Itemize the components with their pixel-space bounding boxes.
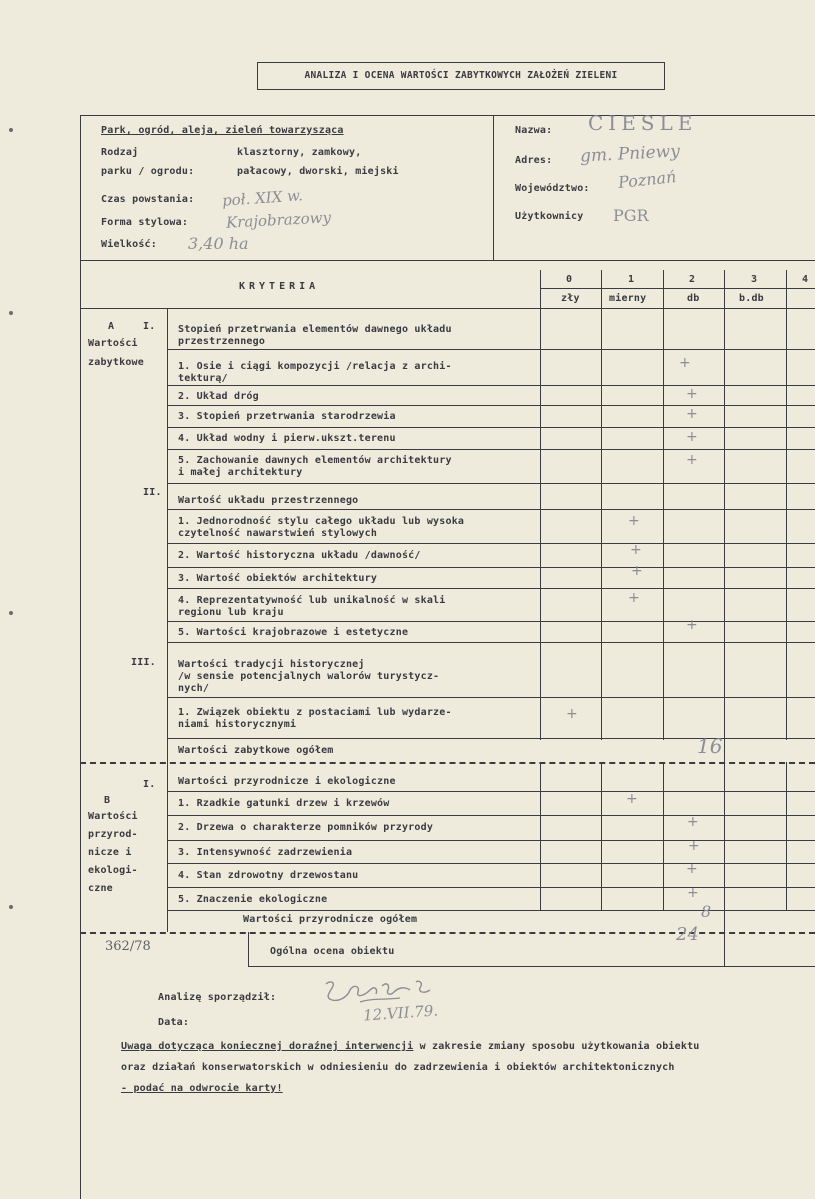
group-3-heading-3: nych/ (178, 683, 210, 694)
section-a-roman-2: II. (143, 487, 162, 498)
section-b-label-5: czne (88, 883, 113, 894)
a2-item-4-cont: regionu lub kraju (178, 607, 284, 618)
group-3-heading: Wartości tradycji historycznej (178, 659, 365, 670)
adres-value: gm. Pniewy (579, 141, 681, 167)
wojewodztwo-label: Województwo: (515, 183, 590, 194)
a2-item-1: 1. Jednorodność stylu całego układu lub wysoka (178, 516, 465, 527)
section-b-letter: B (104, 795, 111, 806)
section-a-roman-3: III. (131, 657, 156, 668)
adres-label: Adres: (515, 155, 553, 166)
a2-item-3: 3. Wartość obiektów architektury (178, 573, 378, 584)
grade-4: 4 (802, 274, 809, 285)
mark-a1-1: + (679, 355, 691, 371)
date-label: Data: (158, 1017, 190, 1028)
b-item-3: 3. Intensywność zadrzewienia (178, 847, 353, 858)
park-types-2: pałacowy, dworski, miejski (237, 166, 399, 177)
mark-a1-3: + (686, 406, 698, 422)
grade-2: 2 (689, 274, 696, 285)
section-a-total-value: 16 (697, 734, 723, 758)
mark-a1-4: + (686, 429, 698, 445)
a1-item-3: 3. Stopień przetrwania starodrzewia (178, 411, 396, 422)
czas-value: poł. XIX w. (221, 186, 304, 210)
overall-value: 24 (676, 924, 699, 945)
mark-b-3: + (688, 838, 700, 854)
b-item-2: 2. Drzewa o charakterze pomników przyrody (178, 822, 434, 833)
a3-item-1: 1. Związek obiektu z postaciami lub wydarze- (178, 707, 452, 718)
form-title: ANALIZA I OCENA WARTOŚCI ZABYTKOWYCH ZAŁOŻEŃ ZIELENI (304, 70, 618, 81)
uzytkownicy-value: PGR (613, 206, 649, 225)
punch-hole (9, 905, 13, 909)
park-types-1: klasztorny, zamkowy, (237, 147, 362, 158)
mark-a2-1: + (628, 513, 640, 529)
form-title-box (257, 62, 665, 90)
forma-label: Forma stylowa: (101, 217, 189, 228)
nazwa-value: CIESLE (588, 111, 698, 135)
note-underlined: Uwaga dotycząca koniecznej doraźnej interwencji (121, 1041, 414, 1052)
grade-0: 0 (566, 274, 573, 285)
section-a-total-label: Wartości zabytkowe ogółem (178, 745, 334, 756)
punch-hole (9, 611, 13, 615)
a1-item-2: 2. Układ dróg (178, 391, 259, 402)
group-1-heading-2: przestrzennego (178, 336, 266, 347)
mark-b-5: + (687, 885, 699, 901)
park-type-line: Park, ogród, aleja, zieleń towarzysząca (101, 125, 344, 136)
b-item-5: 5. Znaczenie ekologiczne (178, 894, 328, 905)
mark-a1-2: + (686, 386, 698, 402)
section-b-label-3: nicze i (88, 847, 132, 858)
a3-item-1-cont: niami historycznymi (178, 719, 297, 730)
section-a-label-2: zabytkowe (88, 357, 144, 368)
section-a-label-1: Wartości (88, 338, 138, 349)
a2-item-1-cont: czytelność nawarstwień stylowych (178, 528, 378, 539)
section-b-label-4: ekologi- (88, 865, 138, 876)
b-item-4: 4. Stan zdrowotny drzewostanu (178, 870, 359, 881)
a2-item-4: 4. Reprezentatywność lub unikalność w skali (178, 595, 446, 606)
section-b-label-2: przyrod- (88, 829, 138, 840)
rodzaj-label: Rodzaj (101, 147, 139, 158)
note-line-2: oraz działań konserwatorskich w odniesieniu do zadrzewienia i obiektów architektonicznych (121, 1062, 675, 1073)
a1-item-1: 1. Osie i ciągi kompozycji /relacja z archi- (178, 361, 452, 372)
section-b-total-label: Wartości przyrodnicze ogółem (243, 914, 418, 925)
note-line-3: - podać na odwrocie karty! (121, 1083, 283, 1094)
date-value: 12.VII.79. (362, 1001, 439, 1025)
mark-a2-4: + (628, 590, 640, 606)
grade-label-mierny: mierny (609, 293, 647, 304)
grade-label-bdb: b.db (739, 293, 764, 304)
mark-b-4: + (686, 861, 698, 877)
kryteria-header: KRYTERIA (239, 281, 320, 292)
mark-a1-5: + (686, 452, 698, 468)
group-3-heading-2: /w sensie potencjalnych walorów turystycz- (178, 671, 440, 682)
forma-value: Krajobrazowy (225, 208, 332, 232)
section-b-label-1: Wartości (88, 811, 138, 822)
punch-hole (9, 128, 13, 132)
czas-label: Czas powstania: (101, 194, 195, 205)
a2-item-2: 2. Wartość historyczna układu /dawność/ (178, 550, 421, 561)
mark-a3-1: + (566, 706, 578, 722)
mark-a2-3: + (631, 563, 643, 579)
a2-item-5: 5. Wartości krajobrazowe i estetyczne (178, 627, 409, 638)
a1-item-5: 5. Zachowanie dawnych elementów architektury (178, 455, 452, 466)
nazwa-label: Nazwa: (515, 125, 553, 136)
punch-hole (9, 311, 13, 315)
uzytkownicy-label: Użytkownicy (515, 211, 584, 222)
wojewodztwo-value: Poznań (617, 167, 678, 192)
section-b-total-value: 8 (701, 902, 712, 921)
note-rest: w zakresie zmiany sposobu użytkowania obiektu (413, 1041, 700, 1052)
group-2-heading: Wartość układu przestrzennego (178, 495, 359, 506)
b-item-1: 1. Rzadkie gatunki drzew i krzewów (178, 798, 390, 809)
wielkosc-value: 3,40 ha (188, 234, 249, 253)
mark-a2-2: + (630, 542, 642, 558)
mark-b-2: + (687, 814, 699, 830)
a1-item-1-cont: tekturą/ (178, 373, 228, 384)
wielkosc-label: Wielkość: (101, 239, 157, 250)
grade-label-zly: zły (561, 293, 580, 304)
a1-item-4: 4. Układ wodny i pierw.ukszt.terenu (178, 433, 396, 444)
section-b-roman: I. (143, 779, 156, 790)
a1-item-5-cont: i małej architektury (178, 467, 303, 478)
overall-label: Ogólna ocena obiektu (270, 946, 395, 957)
section-b-heading: Wartości przyrodnicze i ekologiczne (178, 776, 396, 787)
section-a-letter: A (108, 321, 115, 332)
section-a-roman-1: I. (143, 321, 156, 332)
grade-1: 1 (628, 274, 635, 285)
grade-3: 3 (751, 274, 758, 285)
mark-a2-5: + (686, 617, 698, 633)
note-line-1 (121, 1041, 700, 1053)
archive-number: 362/78 (105, 939, 151, 954)
prepared-by-label: Analizę sporządził: (158, 992, 277, 1003)
group-1-heading: Stopień przetrwania elementów dawnego układu (178, 324, 452, 335)
parku-label: parku / ogrodu: (101, 166, 195, 177)
mark-b-1: + (626, 791, 638, 807)
grade-label-db: db (687, 293, 700, 304)
